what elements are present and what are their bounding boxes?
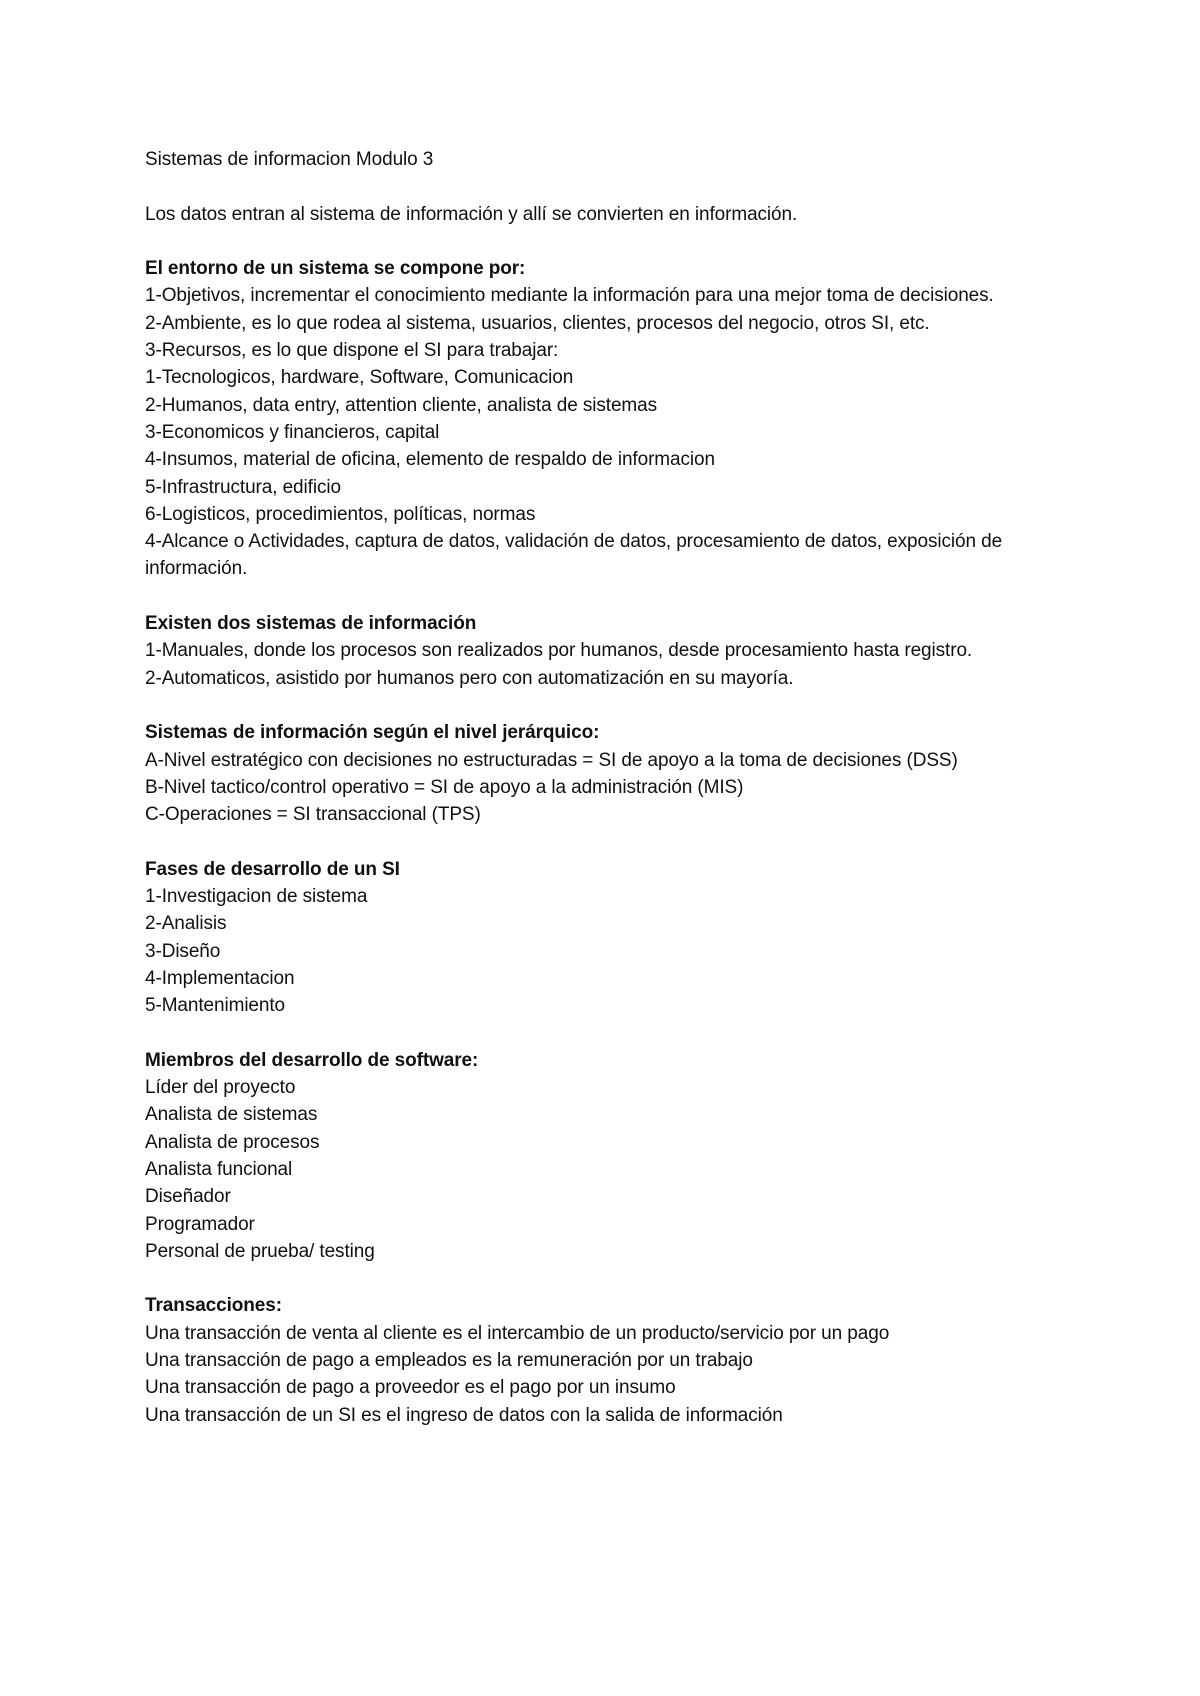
list-item: Analista de sistemas xyxy=(145,1104,318,1126)
spacer xyxy=(145,692,1105,719)
document-title: Sistemas de informacion Modulo 3 xyxy=(145,149,434,170)
list-item: 2-Ambiente, es lo que rodea al sistema, usuarios, clientes, procesos del negocio, otros SI, etc. xyxy=(145,312,930,334)
list-item: A-Nivel estratégico con decisiones no estructuradas = SI de apoyo a la toma de decisiones (DSS) xyxy=(145,749,958,771)
list-item: 4-Implementacion xyxy=(145,967,295,989)
list-item: 1-Tecnologicos, hardware, Software, Comunicacion xyxy=(145,367,574,389)
spacer xyxy=(145,1020,1105,1047)
list-item: Líder del proyecto xyxy=(145,1077,296,1099)
list-item: C-Operaciones = SI transaccional (TPS) xyxy=(145,804,481,826)
list-item: Programador xyxy=(145,1213,255,1235)
list-item: 4-Insumos, material de oficina, elemento de respaldo de informacion xyxy=(145,449,715,471)
list-item: 1-Objetivos, incrementar el conocimiento mediante la información para una mejor toma de decisiones. xyxy=(145,285,994,307)
list-item: 5-Infrastructura, edificio xyxy=(145,476,341,498)
list-item: 2-Automaticos, asistido por humanos pero con automatización en su mayoría. xyxy=(145,667,794,689)
section-heading-jerarquico: Sistemas de información según el nivel jerárquico: xyxy=(145,722,600,744)
list-item: Una transacción de venta al cliente es el intercambio de un producto/servicio por un pago xyxy=(145,1322,890,1344)
list-item: 6-Logisticos, procedimientos, políticas, normas xyxy=(145,503,536,525)
section-heading-miembros: Miembros del desarrollo de software: xyxy=(145,1049,479,1071)
list-item: 3-Diseño xyxy=(145,940,221,962)
list-item: 1-Manuales, donde los procesos son realizados por humanos, desde procesamiento hasta registro. xyxy=(145,640,973,662)
spacer xyxy=(145,583,1105,610)
list-item: 1-Investigacion de sistema xyxy=(145,886,368,908)
list-item: Personal de prueba/ testing xyxy=(145,1240,375,1262)
intro-paragraph: Los datos entran al sistema de información y allí se convierten en información. xyxy=(145,203,798,225)
spacer xyxy=(145,1265,1105,1292)
list-item: Una transacción de pago a empleados es la remuneración por un trabajo xyxy=(145,1350,753,1372)
spacer xyxy=(145,828,1105,855)
list-item: 2-Analisis xyxy=(145,913,227,935)
section-heading-fases: Fases de desarrollo de un SI xyxy=(145,858,400,880)
list-item: 5-Mantenimiento xyxy=(145,995,286,1017)
list-item: 3-Recursos, es lo que dispone el SI para trabajar: xyxy=(145,340,559,362)
list-item: 3-Economicos y financieros, capital xyxy=(145,421,440,443)
section-heading-tipos: Existen dos sistemas de información xyxy=(145,613,477,635)
spacer xyxy=(145,228,1105,255)
list-item: 2-Humanos, data entry, attention cliente, analista de sistemas xyxy=(145,394,658,416)
spacer xyxy=(145,173,1105,200)
list-item: B-Nivel tactico/control operativo = SI de apoyo a la administración (MIS) xyxy=(145,776,744,798)
list-item: Analista de procesos xyxy=(145,1131,320,1153)
document-body xyxy=(145,146,1105,1429)
list-item: Una transacción de pago a proveedor es el pago por un insumo xyxy=(145,1377,676,1399)
list-item: Una transacción de un SI es el ingreso de datos con la salida de información xyxy=(145,1404,783,1426)
section-heading-entorno: El entorno de un sistema se compone por: xyxy=(145,258,526,280)
list-item: 4-Alcance o Actividades, captura de datos, validación de datos, procesamiento de datos, exposición de información. xyxy=(145,531,1003,580)
list-item: Analista funcional xyxy=(145,1158,293,1180)
section-heading-transacciones: Transacciones: xyxy=(145,1295,282,1317)
list-item: Diseñador xyxy=(145,1186,231,1208)
